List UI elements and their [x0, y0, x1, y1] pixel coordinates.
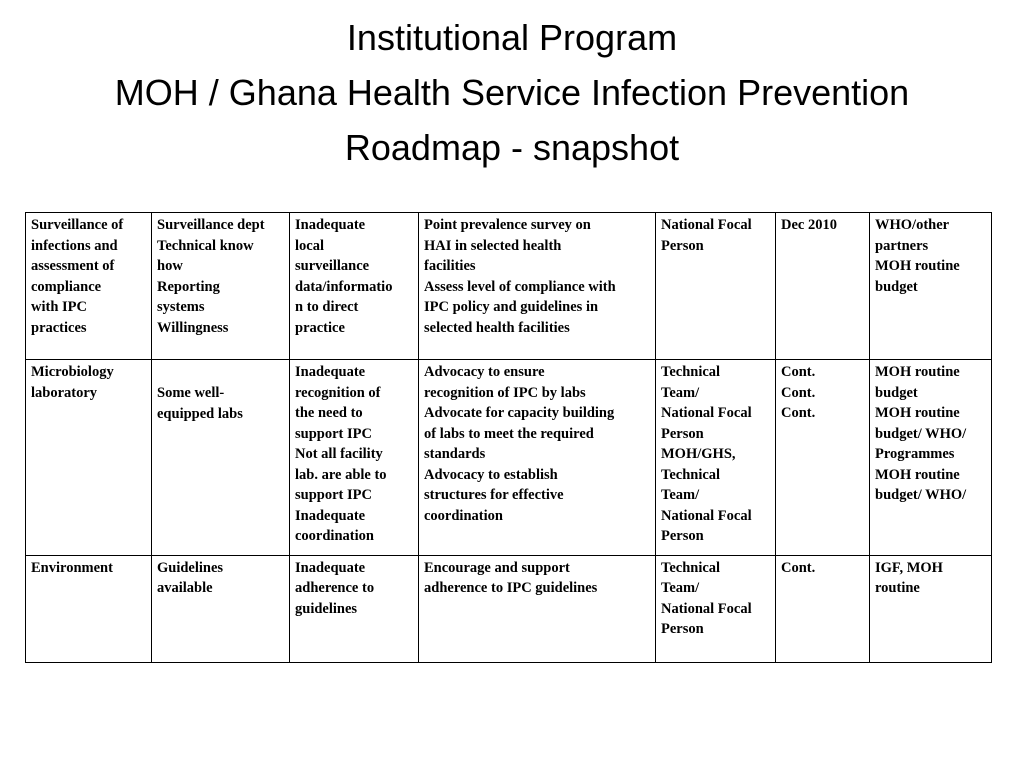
cell-funding: MOH routine budget MOH routine budget/ WHO/ Programmes MOH routine budget/ WHO/	[870, 360, 992, 556]
cell-area: Environment	[26, 555, 152, 662]
cell-area: Surveillance of infections and assessment of compliance with IPC practices	[26, 213, 152, 360]
cell-timeline: Cont. Cont. Cont.	[776, 360, 870, 556]
cell-strengths: Surveillance dept Technical know how Reporting systems Willingness	[152, 213, 290, 360]
cell-timeline: Cont.	[776, 555, 870, 662]
cell-gaps: Inadequate recognition of the need to support IPC Not all facility lab. are able to support IPC Inadequate coordination	[290, 360, 419, 556]
cell-activities: Advocacy to ensure recognition of IPC by labs Advocate for capacity building of labs to meet the required standards Advocacy to establish structures for effective coordination	[419, 360, 656, 556]
cell-responsible: National Focal Person	[656, 213, 776, 360]
cell-spacer	[157, 362, 284, 383]
cell-responsible: Technical Team/ National Focal Person MOH/GHS, Technical Team/ National Focal Person	[656, 360, 776, 556]
cell-timeline: Dec 2010	[776, 213, 870, 360]
table-row	[26, 555, 992, 662]
page-title	[0, 10, 1024, 175]
title-line-3: Roadmap - snapshot	[344, 127, 680, 168]
cell-funding: IGF, MOH routine	[870, 555, 992, 662]
cell-area: Microbiology laboratory	[26, 360, 152, 556]
title-line-2: MOH / Ghana Health Service Infection Prevention	[114, 72, 910, 113]
title-line-1: Institutional Program	[346, 17, 678, 58]
table-row	[26, 213, 992, 360]
cell-strengths: Guidelines available	[152, 555, 290, 662]
cell-activities: Point prevalence survey on HAI in selected health facilities Assess level of compliance with IPC policy and guidelines in selected health facilities	[419, 213, 656, 360]
cell-responsible: Technical Team/ National Focal Person	[656, 555, 776, 662]
cell-gaps: Inadequate local surveillance data/informatio n to direct practice	[290, 213, 419, 360]
roadmap-table	[25, 212, 992, 663]
cell-funding: WHO/other partners MOH routine budget	[870, 213, 992, 360]
cell-gaps: Inadequate adherence to guidelines	[290, 555, 419, 662]
table-row	[26, 360, 992, 556]
cell-strengths: Some well- equipped labs	[152, 360, 290, 556]
cell-activities: Encourage and support adherence to IPC guidelines	[419, 555, 656, 662]
